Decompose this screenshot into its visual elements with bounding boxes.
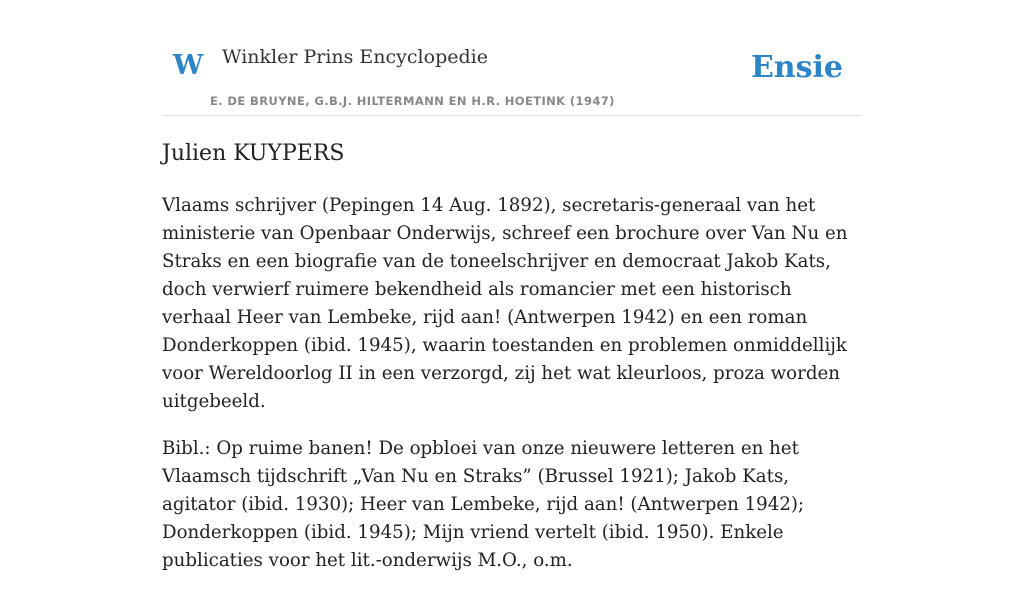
article-content [162, 192, 862, 594]
article-title: Julien KUYPERS [162, 141, 345, 166]
book-header [162, 40, 862, 116]
book-authors: E. DE BRUYNE, G.B.J. HILTERMANN EN H.R. HOETINK (1947) [210, 94, 615, 108]
book-title[interactable]: Winkler Prins Encyclopedie [222, 46, 488, 68]
ensie-logo[interactable]: Ensie [750, 50, 843, 85]
winkler-prins-logo[interactable]: W [173, 50, 204, 81]
article-paragraph: Bibl.: Op ruime banen! De opbloei van onze nieuwere letteren en het Vlaamsch tijdschrift „Van Nu en Straks” (Brussel 1921); Jakob Kats, agitator (ibid. 1930); Heer van Lembeke, rijd aan! (Antwerpen 1942); Donderkoppen (ibid. 1945); Mijn vriend vertelt (ibid. 1950). Enkele publicaties voor het lit.-onderwijs M.O., o.m. [162, 438, 805, 571]
article-paragraph: Vlaams schrijver (Pepingen 14 Aug. 1892), secretaris-generaal van het ministerie van Openbaar Onderwijs, schreef een brochure over Van Nu en Straks en een biografie van de toneelschrijver en democraat Jakob Kats, doch verwierf ruimere bekendheid als romancier met een historisch verhaal Heer van Lembeke, rijd aan! (Antwerpen 1942) en een roman Donderkoppen (ibid. 1945), waarin toestanden en problemen onmiddellijk voor Wereldoorlog II in een verzorgd, zij het wat kleurloos, proza worden uitgebeeld. [162, 195, 848, 412]
